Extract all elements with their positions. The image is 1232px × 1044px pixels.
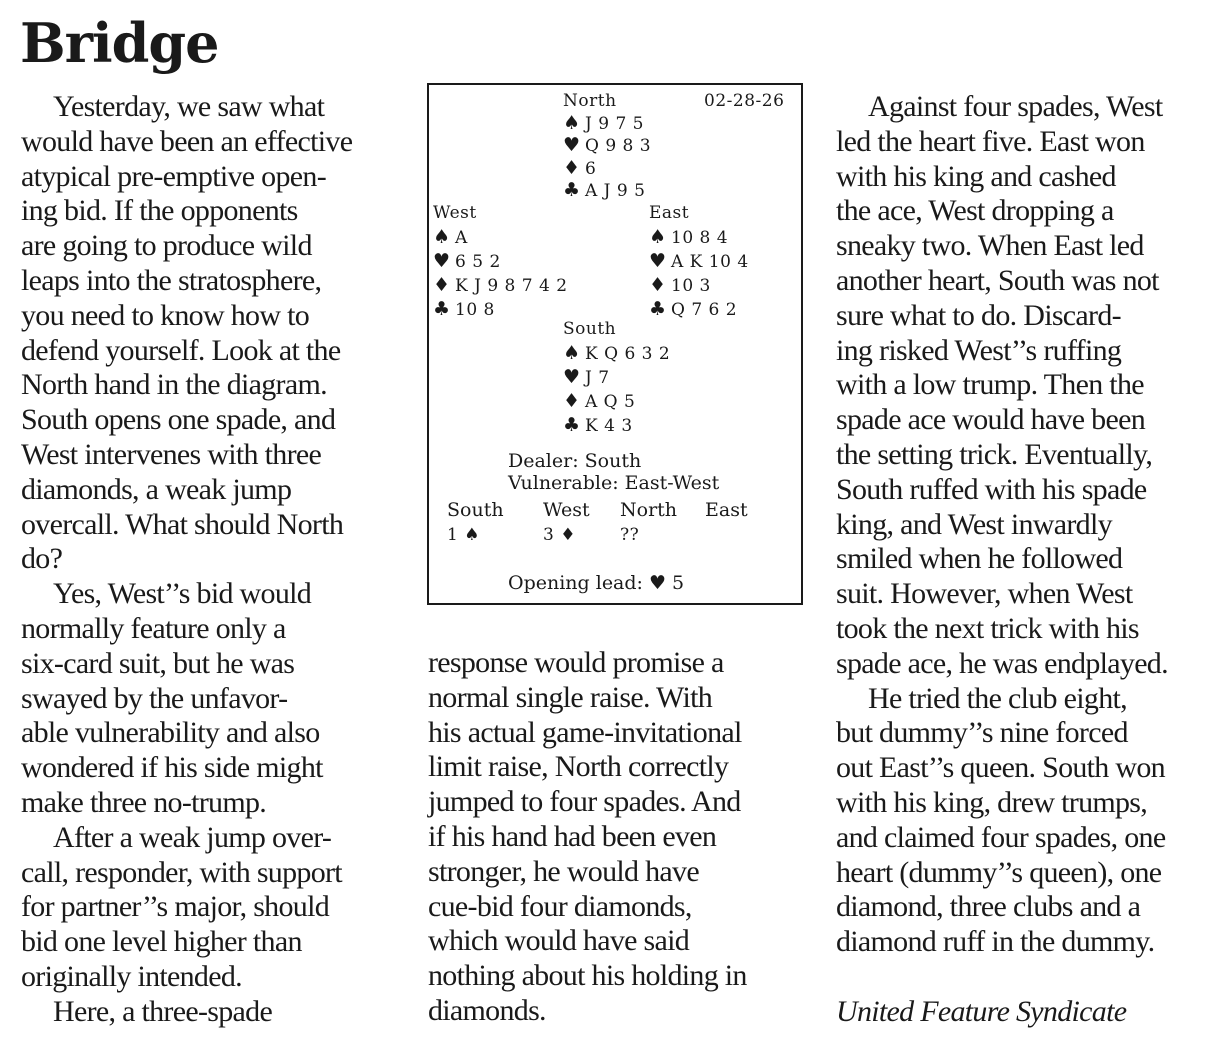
east-label: East — [649, 203, 690, 223]
text-line: led the heart five. East won — [836, 124, 1145, 158]
opening-lead: Opening lead: ♥ 5 — [508, 572, 685, 594]
club-icon: ♣ — [433, 298, 451, 320]
text-line: the setting trick. Eventually, — [836, 437, 1153, 471]
text-line: diamonds. — [428, 993, 546, 1027]
dealer-info: Dealer: South — [508, 450, 642, 472]
text-line: six-card suit, but he was — [21, 646, 295, 680]
text-line: his actual game-invitational — [428, 715, 742, 749]
text-line — [836, 960, 1168, 995]
north-label: North — [563, 91, 617, 111]
bridge-diagram — [427, 83, 803, 605]
west-label: West — [433, 203, 477, 223]
east-clubs: ♣ Q 7 6 2 — [649, 298, 738, 320]
text-line: Against four spades, West — [868, 90, 1163, 123]
text-line: diamond, three clubs and a — [836, 890, 1141, 924]
text-line: North hand in the diagram. — [21, 368, 327, 402]
text-line: sure what to do. Discard- — [836, 298, 1121, 332]
spade-icon: ♠ — [563, 342, 581, 364]
south-diamonds: ♦ A Q 5 — [563, 390, 636, 412]
diamond-icon: ♦ — [563, 157, 581, 179]
west-spades: ♠ A — [433, 226, 468, 248]
south-spades: ♠ K Q 6 3 2 — [563, 342, 671, 364]
byline: United Feature Syndicate — [836, 994, 1127, 1028]
north-spades: ♠ J 9 7 5 — [563, 112, 644, 134]
heart-icon: ♥ — [563, 366, 581, 388]
text-line: bid one level higher than — [21, 925, 302, 959]
text-line: Here, a three-spade — [53, 994, 273, 1028]
west-clubs: ♣ 10 8 — [433, 298, 495, 320]
text-line: wondered if his side might — [21, 751, 323, 785]
text-line: sneaky two. When East led — [836, 229, 1144, 263]
text-line: smiled when he followed — [836, 542, 1123, 576]
east-spades: ♠ 10 8 4 — [649, 226, 729, 248]
text-line: nothing about his holding in — [428, 959, 747, 993]
north-diamonds: ♦ 6 — [563, 157, 597, 179]
text-line: with his king, drew trumps, — [836, 785, 1148, 819]
text-line: for partner’’s major, should — [21, 890, 329, 924]
text-line: suit. However, when West — [836, 577, 1133, 611]
diagram-date: 02-28-26 — [704, 91, 785, 111]
text-line: another heart, South was not — [836, 263, 1159, 297]
article-column-3 — [836, 90, 1168, 1030]
spade-icon: ♠ — [563, 112, 581, 134]
page-title: Bridge — [20, 11, 219, 75]
vulnerable-info: Vulnerable: East-West — [508, 472, 720, 494]
text-line: cue-bid four diamonds, — [428, 889, 692, 923]
text-line: diamond ruff in the dummy. — [836, 925, 1155, 959]
text-line: South ruffed with his spade — [836, 472, 1147, 506]
west-hearts: ♥ 6 5 2 — [433, 250, 501, 272]
text-line: make three no-trump. — [21, 785, 267, 819]
text-line: out East’’s queen. South won — [836, 751, 1165, 785]
club-icon: ♣ — [563, 179, 581, 201]
heart-icon: ♥ — [433, 250, 451, 272]
diamond-icon: ♦ — [649, 274, 667, 296]
diamond-icon: ♦ — [563, 390, 581, 412]
heart-icon: ♥ — [649, 250, 667, 272]
text-line: if his hand had been even — [428, 819, 717, 853]
text-line: took the next trick with his — [836, 611, 1139, 645]
text-line: king, and West inwardly — [836, 507, 1112, 541]
west-diamonds: ♦ K J 9 8 7 4 2 — [433, 274, 568, 296]
south-label: South — [563, 319, 617, 339]
text-line: but dummy’’s nine forced — [836, 716, 1128, 750]
heart-icon: ♥ — [563, 134, 581, 156]
text-line: able vulnerability and also — [21, 716, 320, 750]
text-line: Yes, West’’s bid would — [53, 577, 312, 611]
text-line: He tried the club eight, — [868, 681, 1127, 715]
bidding-header-west: West — [543, 499, 590, 521]
text-line: do? — [21, 542, 63, 576]
text-line: West intervenes with three — [21, 437, 322, 471]
article-column-2 — [428, 646, 747, 1029]
club-icon: ♣ — [649, 298, 667, 320]
text-line: After a weak jump over- — [53, 820, 332, 854]
bidding-header-north: North — [620, 499, 678, 521]
text-line: with a low trump. Then the — [836, 368, 1144, 402]
bid-west: 3 ♦ — [543, 525, 576, 545]
text-line: heart (dummy’’s queen), one — [836, 855, 1162, 889]
text-line: the ace, West dropping a — [836, 194, 1114, 228]
text-line: jumped to four spades. And — [428, 785, 741, 819]
article-column-1 — [21, 90, 352, 1030]
club-icon: ♣ — [563, 414, 581, 436]
text-line: with his king and cashed — [836, 159, 1116, 193]
text-line: leaps into the stratosphere, — [21, 263, 322, 297]
text-line: overcall. What should North — [21, 507, 344, 541]
text-line: you need to know how to — [21, 298, 310, 332]
text-line: originally intended. — [21, 959, 242, 993]
text-line: are going to produce wild — [21, 229, 312, 263]
east-diamonds: ♦ 10 3 — [649, 274, 711, 296]
north-clubs: ♣ A J 9 5 — [563, 179, 646, 201]
text-line: swayed by the unfavor- — [21, 681, 288, 715]
text-line: ing risked West’’s ruffing — [836, 333, 1122, 367]
text-line: limit raise, North correctly — [428, 750, 729, 784]
south-hearts: ♥ J 7 — [563, 366, 610, 388]
bidding-header-east: East — [705, 499, 748, 521]
bid-north: ?? — [620, 525, 640, 545]
text-line: spade ace would have been — [836, 403, 1146, 437]
text-line: normal single raise. With — [428, 680, 713, 714]
text-line: which would have said — [428, 924, 690, 958]
text-line: would have been an effective — [21, 124, 353, 158]
text-line: ing bid. If the opponents — [21, 194, 298, 228]
text-line: and claimed four spades, one — [836, 820, 1166, 854]
text-line: response would promise a — [428, 646, 724, 679]
bid-south: 1 ♠ — [447, 525, 480, 545]
text-line: spade ace, he was endplayed. — [836, 646, 1168, 680]
text-line: call, responder, with support — [21, 855, 342, 889]
spade-icon: ♠ — [433, 226, 451, 248]
spade-icon: ♠ — [649, 226, 667, 248]
text-line: diamonds, a weak jump — [21, 472, 292, 506]
text-line: defend yourself. Look at the — [21, 333, 341, 367]
text-line: stronger, he would have — [428, 854, 699, 888]
diamond-icon: ♦ — [433, 274, 451, 296]
text-line: normally feature only a — [21, 611, 286, 645]
bidding-header-south: South — [447, 499, 504, 521]
east-hearts: ♥ A K 10 4 — [649, 250, 749, 272]
north-hearts: ♥ Q 9 8 3 — [563, 134, 652, 156]
text-line: Yesterday, we saw what — [53, 90, 325, 123]
south-clubs: ♣ K 4 3 — [563, 414, 633, 436]
text-line: South opens one spade, and — [21, 403, 336, 437]
text-line: atypical pre-emptive open- — [21, 159, 326, 193]
